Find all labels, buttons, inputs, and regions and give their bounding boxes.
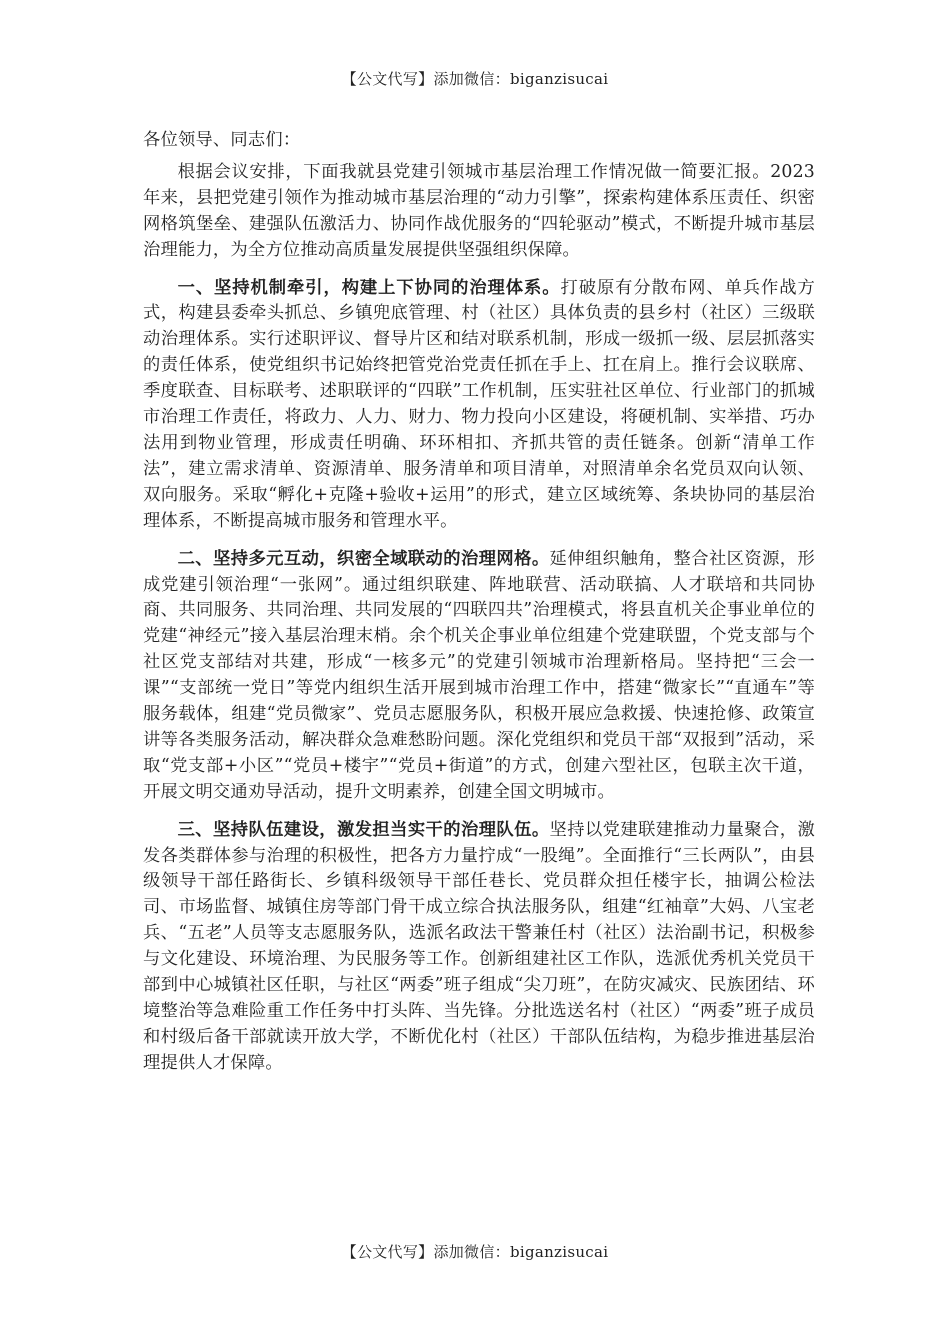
paragraph-text: 坚持以党建联建推动力量聚合，激发各类群体参与治理的积极性，把各方力量拧成“一股绳”。全面推行“三长两队”，由县级领导干部任路街长、乡镇科级领导干部任巷长、党员群众担任楼宇长，抽调公检法司、市场监督、城镇住房等部门骨干成立综合执法服务队，组建“红袖章”大妈、八宝老兵、“五老”人员等支志愿服务队，选派名政法干警兼任村（社区）法治副书记，积极参与文化建设、环境治理、为民服务等工作。创新组建社区工作队，选派优秀机关党员干部到中心城镇社区任职，与社区“两委”班子组成“尖刀班”，在防灾减灾、民族团结、环境整治等急难险重工作任务中打头阵、当先锋。分批选送名村（社区）“两委”班子成员和村级后备干部就读开放大学，不断优化村（社区）干部队伍结构，为稳步推进基层治理提供人才保障。 — [143, 819, 815, 1073]
salutation: 各位领导、同志们： — [143, 130, 301, 150]
section-heading: 一、坚持机制牵引，构建上下协同的治理体系。 — [177, 277, 561, 298]
page-footer: 【公文代写】添加微信：biganzisucai — [341, 1243, 609, 1261]
section-heading: 二、坚持多元互动，织密全域联动的治理网格。 — [177, 548, 550, 569]
paragraph-text: 根据会议安排，下面我就县党建引领城市基层治理工作情况做一简要汇报。2023年来，县把党建引领作为推动城市基层治理的“动力引擎”，探索构建体系压责任、织密网格筑堡垒、建强队伍激活力、协同作战优服务的“四轮驱动”模式，不断提升城市基层治理能力，为全方位推动高质量发展提供坚强组织保障。 — [143, 161, 815, 260]
section-heading: 三、坚持队伍建设，激发担当实干的治理队伍。 — [177, 819, 550, 840]
paragraph-section-2 — [143, 547, 815, 806]
paragraph-section-3 — [143, 818, 815, 1077]
page-header: 【公文代写】添加微信：biganzisucai — [341, 70, 609, 88]
paragraph-intro — [143, 160, 815, 264]
paragraph-text: 延伸组织触角，整合社区资源，形成党建引领治理“一张网”。通过组织联建、阵地联营、活动联搞、人才联培和共同协商、共同服务、共同治理、共同发展的“四联四共”治理模式，将县直机关企事业单位的党建“神经元”接入基层治理末梢。余个机关企事业单位组建个党建联盟，个党支部与个社区党支部结对共建，形成“一核多元”的党建引领城市治理新格局。坚持把“三会一课”“支部统一党日”等党内组织生活开展到城市治理工作中，搭建“微家长”“直通车”等服务载体，组建“党员微家”、党员志愿服务队，积极开展应急救援、快速抢修、政策宣讲等各类服务活动，解决群众急难愁盼问题。深化党组织和党员干部“双报到”活动，采取“党支部+小区”“党员+楼宇”“党员+街道”的方式，创建六型社区，包联主次干道，开展文明交通劝导活动，提升文明素养，创建全国文明城市。 — [143, 548, 815, 802]
document-body — [143, 128, 815, 1089]
paragraph-text: 打破原有分散布网、单兵作战方式，构建县委牵头抓总、乡镇兜底管理、村（社区）具体负责的县乡村（社区）三级联动治理体系。实行述职评议、督导片区和结对联系机制，形成一级抓一级、层层抓落实的责任体系，使党组织书记始终把管党治党责任抓在手上、扛在肩上。推行会议联席、季度联查、目标联考、述职联评的“四联”工作机制，压实驻社区单位、行业部门的抓城市治理工作责任，将政力、人力、财力、物力投向小区建设，将硬机制、实举措、巧办法用到物业管理，形成责任明确、环环相扣、齐抓共管的责任链条。创新“清单工作法”，建立需求清单、资源清单、服务清单和项目清单，对照清单余名党员双向认领、双向服务。采取“孵化+克隆+验收+运用”的形式，建立区域统筹、条块协同的基层治理体系，不断提高城市服务和管理水平。 — [143, 277, 815, 531]
paragraph-section-1 — [143, 276, 815, 535]
